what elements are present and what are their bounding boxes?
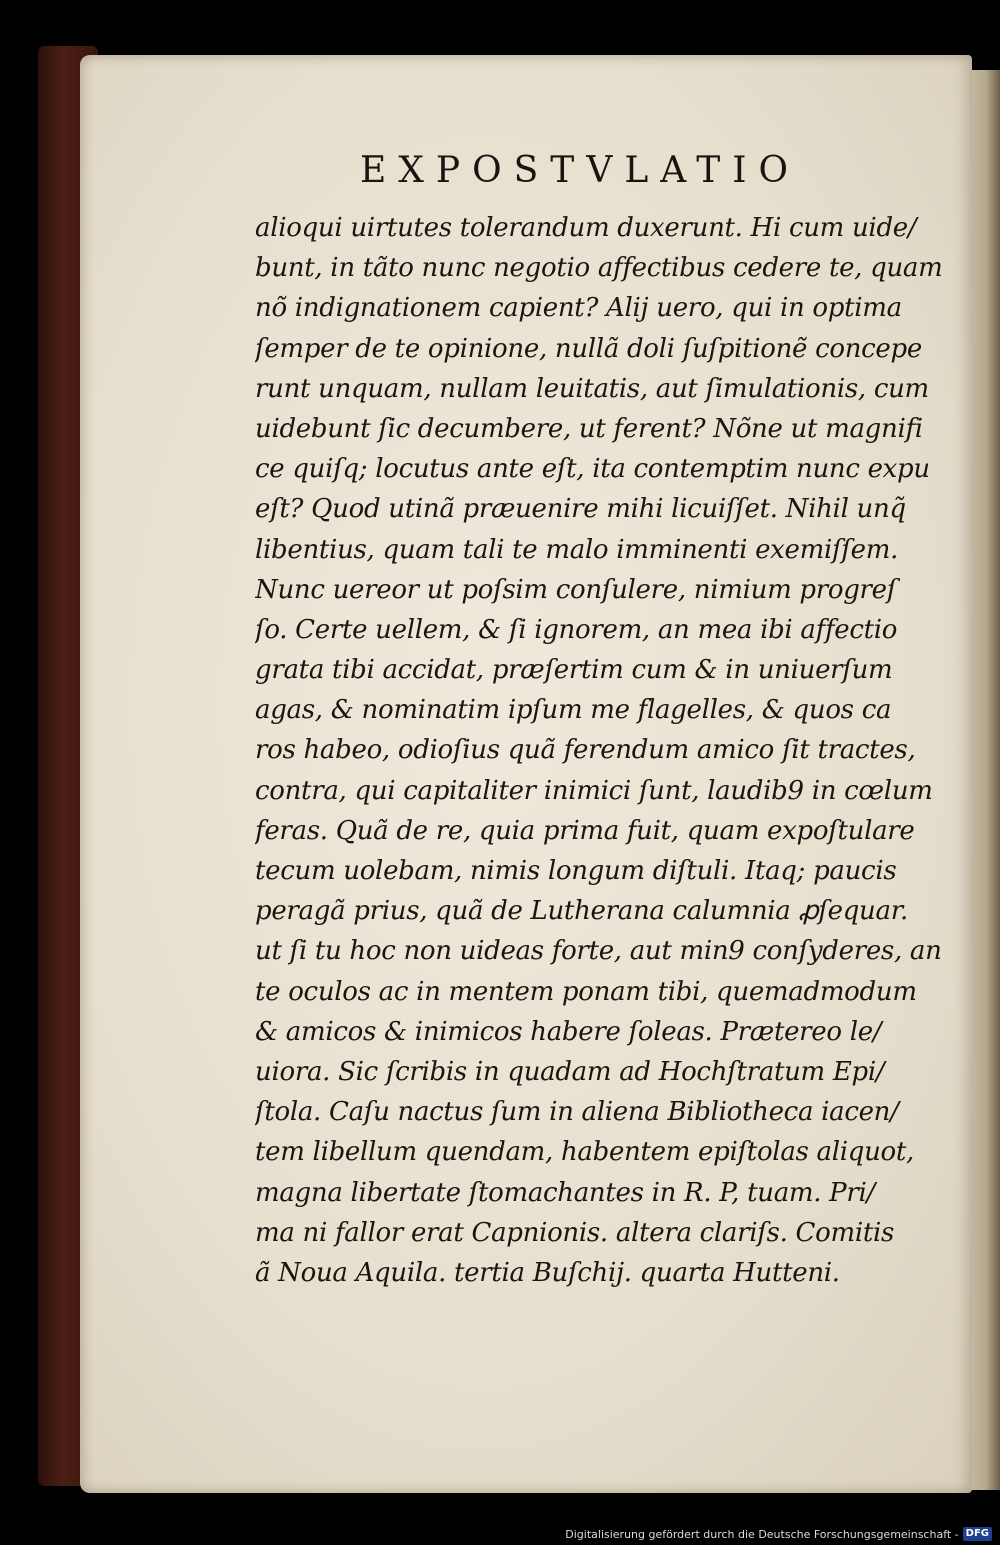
text-line: Nunc uereor ut poſsim conſulere, nimium progreſ — [255, 574, 897, 605]
credit-text: Digitalisierung gefördert durch die Deutsche Forschungsgemeinschaft - — [565, 1527, 959, 1541]
text-line: nõ indignationem capient? Alij uero, qui in optima — [255, 293, 902, 324]
page-text — [255, 208, 945, 1293]
text-line: & amicos & inimicos habere ſoleas. Prætereo le/ — [255, 1016, 882, 1047]
text-line: uidebunt ſic decumbere, ut ferent? Nõne ut magnifi — [255, 413, 923, 444]
text-line: ſo. Certe uellem, & ſi ignorem, an mea ibi affectio — [255, 614, 898, 645]
text-line: feras. Quã de re, quia prima fuit, quam expoſtulare — [255, 815, 915, 846]
text-line: ros habeo, odioſius quã ferendum amico ſit tractes, — [255, 735, 916, 766]
text-line: libentius, quam tali te malo imminenti exemiſſem. — [255, 534, 899, 565]
text-line: alioqui uirtutes tolerandum duxerunt. Hi cum uide/ — [255, 213, 917, 243]
text-line: contra, qui capitaliter inimici ſunt, laudib9 in cœlum — [255, 775, 933, 806]
text-line: eſt? Quod utinã præuenire mihi licuiſſet. Nihil unq̃ — [255, 494, 906, 525]
running-head: EXPOSTVLATIO — [360, 150, 800, 191]
text-line: ma ni fallor erat Capnionis. altera clariſs. Comitis — [255, 1217, 895, 1248]
text-line: peragã prius, quã de Lutherana calumnia ꝓſequar. — [255, 896, 908, 927]
text-line: runt unquam, nullam leuitatis, aut ſimulationis, cum — [255, 373, 929, 404]
text-line: tecum uolebam, nimis longum diſtuli. Itaq; paucis — [255, 856, 897, 886]
text-line: ce quiſq; locutus ante eſt, ita contemptim nunc expu — [255, 454, 930, 485]
text-line: grata tibi accidat, præſertim cum & in uniuerſum — [255, 655, 893, 686]
text-line: te oculos ac in mentem ponam tibi, quemadmodum — [255, 976, 917, 1007]
text-line: ſemper de te opinione, nullã doli ſuſpitionẽ concepe — [255, 333, 922, 364]
text-line: tem libellum quendam, habentem epiſtolas aliquot, — [255, 1137, 915, 1168]
text-line: magna libertate ſtomachantes in R. P, tuam. Pri/ — [255, 1177, 875, 1208]
text-line: uiora. Sic ſcribis in quadam ad Hochſtratum Epi/ — [255, 1056, 885, 1087]
text-line: ſtola. Caſu nactus ſum in aliena Bibliotheca iacen/ — [255, 1097, 899, 1128]
text-line: bunt, in tãto nunc negotio affectibus cedere te, quam — [255, 253, 943, 284]
text-line: ut ſi tu hoc non uideas forte, aut min9 conſyderes, an — [255, 936, 942, 967]
text-line: ã Noua Aquila. tertia Buſchij. quarta Hutteni. — [255, 1257, 840, 1288]
digitization-credit — [565, 1525, 992, 1543]
text-line: agas, & nominatim ipſum me flagelles, & quos ca — [255, 695, 892, 726]
dfg-logo: DFG — [963, 1527, 992, 1541]
